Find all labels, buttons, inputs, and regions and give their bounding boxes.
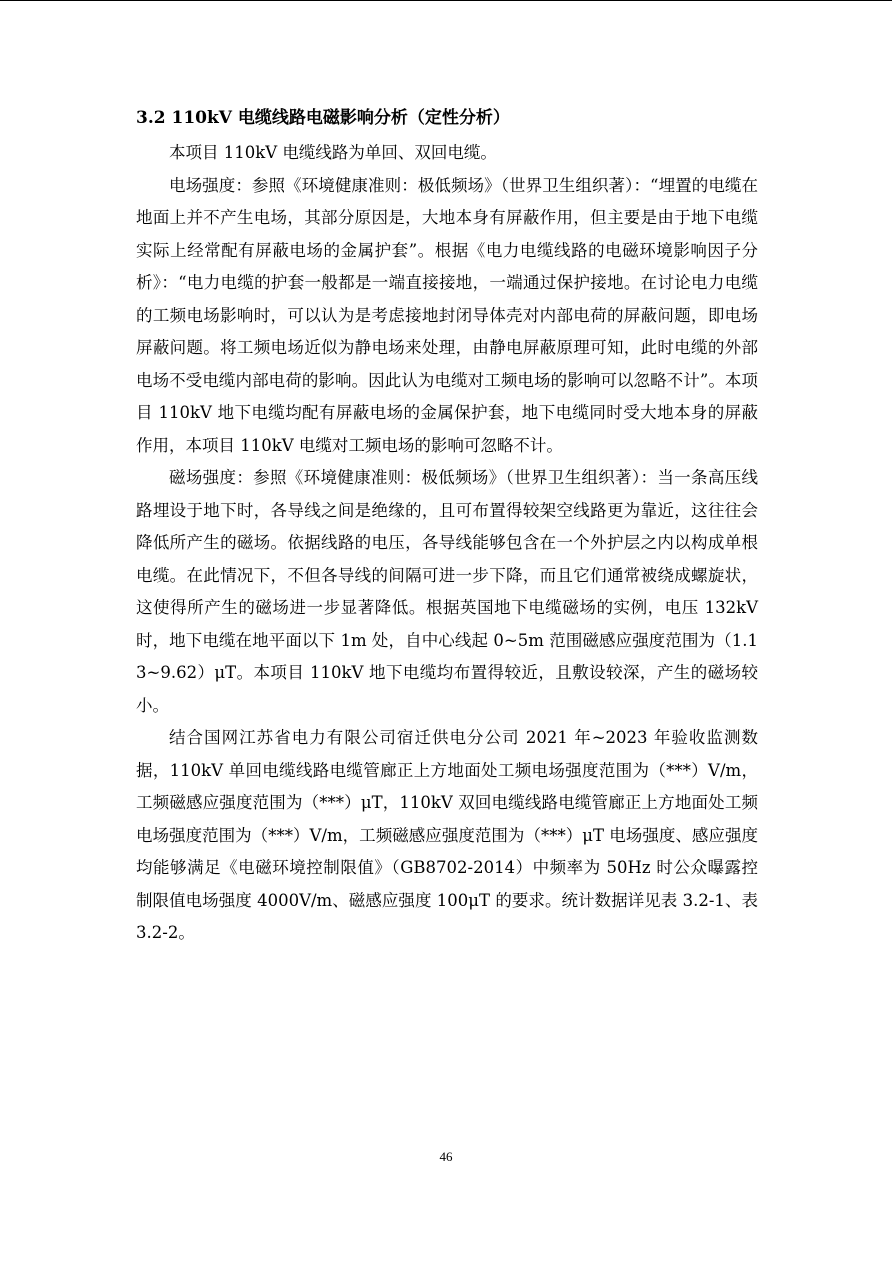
paragraph-electric-field: 电场强度：参照《环境健康准则：极低频场》（世界卫生组织著）：“埋置的电缆在地面上并不产生电场，其部分原因是，大地本身有屏蔽作用，但主要是由于地下电缆实际上经常配有屏蔽电场的金属护套”。根据《电力电缆线路的电磁环境影响因子分析》：“电力电缆的护套一般都是一端直接接地，一端通过保护接地。在讨论电力电缆的工频电场影响时，可以认为是考虑接地封闭导体壳对内部电荷的屏蔽问题，即电场屏蔽问题。将工频电场近似为静电场来处理，由静电屏蔽原理可知，此时电缆的外部电场不受电缆内部电荷的影响。因此认为电缆对工频电场的影响可以忽略不计”。本项目 110kV 地下电缆均配有屏蔽电场的金属保护套，地下电缆同时受大地本身的屏蔽作用，本项目 110kV 电缆对工频电场的影响可忽略不计。	[136, 175, 758, 455]
paragraph-cable-intro: 本项目 110kV 电缆线路为单回、双回电缆。	[169, 143, 497, 162]
paragraph-magnetic-field: 磁场强度：参照《环境健康准则：极低频场》（世界卫生组织著）：当一条高压线路埋设于地下时，各导线之间是绝缘的，且可布置得较架空线路更为靠近，这往往会降低所产生的磁场。依据线路的电压，各导线能够包含在一个外护层之内以构成单根电缆。在此情况下，不但各导线的间隔可进一步下降，而且它们通常被绕成螺旋状，这使得所产生的磁场进一步显著降低。根据英国地下电缆磁场的实例，电压 132kV 时，地下电缆在地平面以下 1m 处，自中心线起 0~5m 范围磁感应强度范围为（1.13~9.62）μT。本项目 110kV 地下电缆均布置得较近，且敷设较深，产生的磁场较小。	[136, 468, 758, 715]
paragraph-monitoring-data: 结合国网江苏省电力有限公司宿迁供电分公司 2021 年~2023 年验收监测数据，110kV 单回电缆线路电缆管廊正上方地面处工频电场强度范围为（***）V/m，工频磁感应强度范围为（***）μT，110kV 双回电缆线路电缆管廊正上方地面处工频电场强度范围为（***）V/m，工频磁感应强度范围为（***）μT 电场强度、感应强度均能够满足《电磁环境控制限值》（GB8702-2014）中频率为 50Hz 时公众曝露控制限值电场强度 4000V/m、磁感应强度 100μT 的要求。统计数据详见表 3.2-1、表 3.2-2。	[136, 728, 758, 942]
document-body	[136, 102, 758, 950]
section-heading: 3.2 110kV 电缆线路电磁影响分析（定性分析）	[136, 108, 510, 128]
top-border-line	[0, 0, 892, 1]
page-number: 46	[439, 1149, 453, 1164]
